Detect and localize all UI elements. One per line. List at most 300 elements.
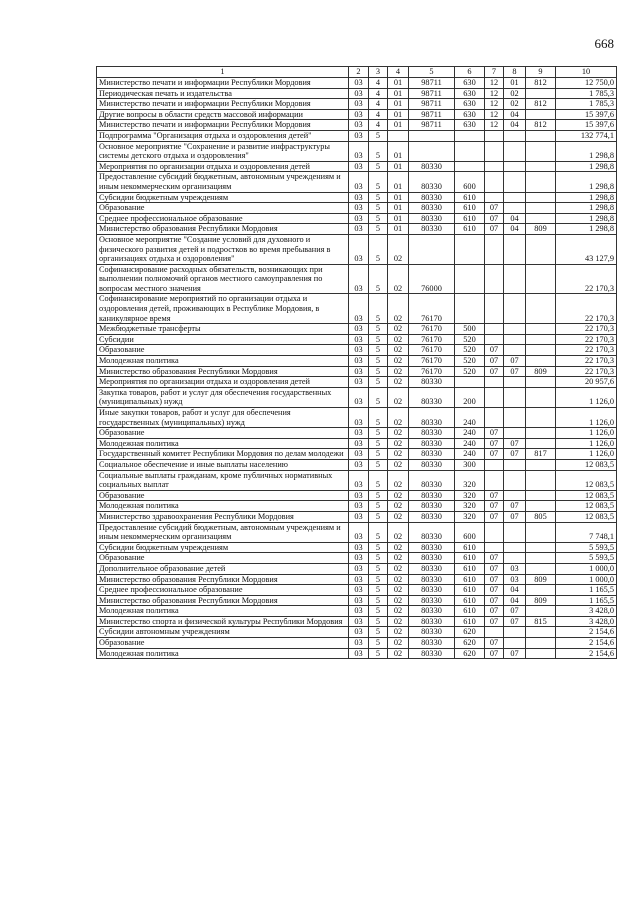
code-program-cell: 03 [349, 192, 369, 203]
table-row [97, 449, 617, 460]
code-event-cell: 01 [388, 78, 409, 89]
code-subsection-cell: 04 [504, 213, 526, 224]
code-subsection-cell [504, 377, 526, 388]
code-subprogram-cell: 5 [369, 490, 388, 501]
item-name-cell: Молодежная политика [97, 438, 349, 449]
column-header: 9 [526, 67, 556, 78]
code-subsection-cell [504, 234, 526, 264]
code-direction-cell: 80330 [409, 428, 455, 439]
item-name-cell: Социальные выплаты гражданам, кроме публичных нормативных социальных выплат [97, 470, 349, 490]
code-event-cell: 02 [388, 638, 409, 649]
code-section-cell: 07 [485, 638, 504, 649]
code-subprogram-cell: 5 [369, 356, 388, 367]
code-subprogram-cell: 4 [369, 88, 388, 99]
code-program-cell: 03 [349, 161, 369, 172]
code-subsection-cell [504, 172, 526, 192]
code-event-cell: 02 [388, 264, 409, 294]
code-subsection-cell: 04 [504, 595, 526, 606]
code-ministry-cell: 809 [526, 574, 556, 585]
item-name-cell: Субсидии [97, 334, 349, 345]
code-expense-type-cell: 320 [455, 501, 485, 512]
code-program-cell: 03 [349, 563, 369, 574]
item-name-cell: Субсидии бюджетным учреждениям [97, 542, 349, 553]
code-ministry-cell [526, 345, 556, 356]
table-row [97, 141, 617, 161]
code-ministry-cell [526, 109, 556, 120]
code-program-cell: 03 [349, 356, 369, 367]
amount-cell: 22 170,3 [556, 334, 617, 345]
amount-cell: 1 298,8 [556, 213, 617, 224]
code-subsection-cell: 04 [504, 585, 526, 596]
code-expense-type-cell: 620 [455, 648, 485, 659]
code-program-cell: 03 [349, 109, 369, 120]
code-program-cell: 03 [349, 172, 369, 192]
code-subprogram-cell: 5 [369, 234, 388, 264]
table-row [97, 638, 617, 649]
code-subprogram-cell: 5 [369, 438, 388, 449]
table-row [97, 213, 617, 224]
code-section-cell: 07 [485, 224, 504, 235]
code-subsection-cell: 04 [504, 109, 526, 120]
column-header: 1 [97, 67, 349, 78]
code-section-cell: 07 [485, 356, 504, 367]
code-ministry-cell [526, 638, 556, 649]
amount-cell: 1 298,8 [556, 192, 617, 203]
code-program-cell: 03 [349, 78, 369, 89]
code-program-cell: 03 [349, 585, 369, 596]
code-subprogram-cell: 5 [369, 387, 388, 407]
code-event-cell: 02 [388, 511, 409, 522]
table-row [97, 264, 617, 294]
code-subprogram-cell: 5 [369, 324, 388, 335]
code-event-cell: 02 [388, 542, 409, 553]
amount-cell: 1 126,0 [556, 387, 617, 407]
code-subprogram-cell: 5 [369, 172, 388, 192]
code-subsection-cell [504, 324, 526, 335]
code-event-cell: 01 [388, 161, 409, 172]
code-section-cell [485, 192, 504, 203]
code-program-cell: 03 [349, 428, 369, 439]
code-ministry-cell [526, 161, 556, 172]
code-direction-cell: 80330 [409, 192, 455, 203]
code-subsection-cell: 03 [504, 574, 526, 585]
code-program-cell: 03 [349, 438, 369, 449]
item-name-cell: Министерство образования Республики Мордовия [97, 574, 349, 585]
table-row [97, 470, 617, 490]
code-event-cell: 02 [388, 294, 409, 324]
amount-cell: 3 428,0 [556, 606, 617, 617]
code-program-cell: 03 [349, 595, 369, 606]
code-subprogram-cell: 5 [369, 606, 388, 617]
code-direction-cell [409, 141, 455, 161]
code-subprogram-cell: 5 [369, 224, 388, 235]
code-expense-type-cell [455, 161, 485, 172]
item-name-cell: Образование [97, 203, 349, 214]
code-subprogram-cell: 5 [369, 192, 388, 203]
amount-cell: 1 000,0 [556, 563, 617, 574]
code-ministry-cell [526, 324, 556, 335]
code-section-cell [485, 172, 504, 192]
code-direction-cell: 80330 [409, 161, 455, 172]
code-expense-type-cell [455, 264, 485, 294]
code-program-cell: 03 [349, 324, 369, 335]
amount-cell: 1 298,8 [556, 224, 617, 235]
code-subsection-cell: 07 [504, 648, 526, 659]
table-row [97, 224, 617, 235]
code-section-cell: 07 [485, 449, 504, 460]
code-section-cell: 12 [485, 109, 504, 120]
code-direction-cell: 80330 [409, 563, 455, 574]
amount-cell: 1 298,8 [556, 161, 617, 172]
item-name-cell: Образование [97, 428, 349, 439]
amount-cell: 2 154,6 [556, 627, 617, 638]
code-subsection-cell: 07 [504, 511, 526, 522]
code-subsection-cell [504, 141, 526, 161]
table-row [97, 377, 617, 388]
code-expense-type-cell: 320 [455, 490, 485, 501]
code-section-cell: 12 [485, 120, 504, 131]
code-subprogram-cell: 5 [369, 595, 388, 606]
amount-cell: 12 083,5 [556, 459, 617, 470]
amount-cell: 12 083,5 [556, 470, 617, 490]
table-row [97, 294, 617, 324]
code-event-cell: 02 [388, 585, 409, 596]
code-ministry-cell [526, 377, 556, 388]
code-ministry-cell [526, 490, 556, 501]
amount-cell: 22 170,3 [556, 264, 617, 294]
amount-cell: 2 154,6 [556, 638, 617, 649]
table-body [97, 78, 617, 659]
code-event-cell: 01 [388, 141, 409, 161]
table-row [97, 172, 617, 192]
code-ministry-cell: 805 [526, 511, 556, 522]
code-direction-cell [409, 130, 455, 141]
code-subsection-cell: 07 [504, 438, 526, 449]
code-ministry-cell [526, 501, 556, 512]
code-subsection-cell [504, 553, 526, 564]
item-name-cell: Министерство печати и информации Республики Мордовия [97, 99, 349, 110]
table-row [97, 595, 617, 606]
code-subprogram-cell: 5 [369, 449, 388, 460]
code-event-cell: 02 [388, 595, 409, 606]
amount-cell: 22 170,3 [556, 356, 617, 367]
code-event-cell: 02 [388, 522, 409, 542]
code-ministry-cell [526, 627, 556, 638]
code-direction-cell: 76170 [409, 366, 455, 377]
code-event-cell: 01 [388, 192, 409, 203]
code-section-cell: 07 [485, 606, 504, 617]
code-expense-type-cell: 630 [455, 120, 485, 131]
code-event-cell: 01 [388, 203, 409, 214]
code-subprogram-cell: 5 [369, 459, 388, 470]
table-row [97, 324, 617, 335]
code-event-cell: 01 [388, 224, 409, 235]
code-direction-cell: 80330 [409, 648, 455, 659]
table-row [97, 522, 617, 542]
item-name-cell: Молодежная политика [97, 606, 349, 617]
code-subprogram-cell: 5 [369, 264, 388, 294]
code-subprogram-cell: 4 [369, 78, 388, 89]
code-ministry-cell: 809 [526, 366, 556, 377]
code-expense-type-cell: 630 [455, 109, 485, 120]
code-expense-type-cell: 610 [455, 606, 485, 617]
code-program-cell: 03 [349, 203, 369, 214]
amount-cell: 1 165,5 [556, 585, 617, 596]
code-event-cell: 02 [388, 606, 409, 617]
amount-cell: 7 748,1 [556, 522, 617, 542]
code-direction-cell: 80330 [409, 501, 455, 512]
table-row [97, 459, 617, 470]
code-direction-cell: 98711 [409, 120, 455, 131]
code-ministry-cell [526, 203, 556, 214]
code-ministry-cell [526, 459, 556, 470]
amount-cell: 22 170,3 [556, 345, 617, 356]
code-direction-cell: 80330 [409, 408, 455, 428]
code-direction-cell: 80330 [409, 606, 455, 617]
code-section-cell: 07 [485, 501, 504, 512]
code-subprogram-cell: 5 [369, 648, 388, 659]
column-header: 6 [455, 67, 485, 78]
code-expense-type-cell: 240 [455, 408, 485, 428]
code-direction-cell: 76170 [409, 345, 455, 356]
code-ministry-cell [526, 438, 556, 449]
code-subprogram-cell: 5 [369, 294, 388, 324]
table-row [97, 387, 617, 407]
code-subprogram-cell: 5 [369, 638, 388, 649]
code-program-cell: 03 [349, 606, 369, 617]
code-expense-type-cell: 630 [455, 78, 485, 89]
amount-cell: 2 154,6 [556, 648, 617, 659]
code-direction-cell: 80330 [409, 459, 455, 470]
code-subprogram-cell: 5 [369, 574, 388, 585]
code-direction-cell: 80330 [409, 490, 455, 501]
amount-cell: 1 298,8 [556, 203, 617, 214]
amount-cell: 1 126,0 [556, 428, 617, 439]
table-row [97, 366, 617, 377]
code-subsection-cell: 02 [504, 88, 526, 99]
table-row [97, 130, 617, 141]
amount-cell: 15 397,6 [556, 109, 617, 120]
item-name-cell: Дополнительное образование детей [97, 563, 349, 574]
code-expense-type-cell: 520 [455, 356, 485, 367]
code-program-cell: 03 [349, 234, 369, 264]
code-ministry-cell: 809 [526, 224, 556, 235]
code-ministry-cell: 817 [526, 449, 556, 460]
code-subsection-cell [504, 203, 526, 214]
table-row [97, 334, 617, 345]
code-direction-cell: 80330 [409, 224, 455, 235]
column-header: 10 [556, 67, 617, 78]
code-subsection-cell [504, 428, 526, 439]
code-expense-type-cell: 610 [455, 542, 485, 553]
table-row [97, 627, 617, 638]
code-subsection-cell [504, 192, 526, 203]
code-program-cell: 03 [349, 377, 369, 388]
code-ministry-cell [526, 192, 556, 203]
item-name-cell: Предоставление субсидий бюджетным, автономным учреждениям и иным некоммерческим организациям [97, 522, 349, 542]
code-section-cell: 07 [485, 585, 504, 596]
table-row [97, 542, 617, 553]
code-section-cell: 07 [485, 553, 504, 564]
item-name-cell: Межбюджетные трансферты [97, 324, 349, 335]
code-section-cell [485, 334, 504, 345]
table-row [97, 428, 617, 439]
amount-cell: 12 083,5 [556, 501, 617, 512]
table-row [97, 78, 617, 89]
code-subprogram-cell: 5 [369, 334, 388, 345]
code-ministry-cell [526, 522, 556, 542]
amount-cell: 1 165,5 [556, 595, 617, 606]
code-ministry-cell [526, 294, 556, 324]
code-section-cell [485, 522, 504, 542]
code-subprogram-cell: 5 [369, 377, 388, 388]
amount-cell: 22 170,3 [556, 366, 617, 377]
code-ministry-cell [526, 585, 556, 596]
table-row [97, 109, 617, 120]
item-name-cell: Молодежная политика [97, 501, 349, 512]
code-direction-cell: 80330 [409, 377, 455, 388]
code-subsection-cell: 04 [504, 224, 526, 235]
code-program-cell: 03 [349, 224, 369, 235]
code-subsection-cell [504, 638, 526, 649]
code-subprogram-cell: 5 [369, 522, 388, 542]
code-program-cell: 03 [349, 522, 369, 542]
code-program-cell: 03 [349, 264, 369, 294]
item-name-cell: Министерство печати и информации Республики Мордовия [97, 78, 349, 89]
code-subprogram-cell: 4 [369, 109, 388, 120]
code-event-cell: 02 [388, 356, 409, 367]
amount-cell: 1 126,0 [556, 438, 617, 449]
code-subprogram-cell: 5 [369, 616, 388, 627]
code-expense-type-cell [455, 130, 485, 141]
code-program-cell: 03 [349, 141, 369, 161]
code-direction-cell: 80330 [409, 387, 455, 407]
table-row [97, 161, 617, 172]
code-event-cell: 02 [388, 490, 409, 501]
code-section-cell: 07 [485, 428, 504, 439]
code-event-cell: 02 [388, 408, 409, 428]
code-subprogram-cell: 5 [369, 130, 388, 141]
code-subsection-cell [504, 490, 526, 501]
code-subprogram-cell: 5 [369, 542, 388, 553]
code-event-cell: 02 [388, 449, 409, 460]
code-direction-cell: 80330 [409, 616, 455, 627]
code-direction-cell: 80330 [409, 585, 455, 596]
code-ministry-cell: 812 [526, 99, 556, 110]
code-section-cell [485, 234, 504, 264]
code-subsection-cell [504, 459, 526, 470]
item-name-cell: Подпрограмма "Организация отдыха и оздоровления детей" [97, 130, 349, 141]
table-row [97, 563, 617, 574]
code-program-cell: 03 [349, 366, 369, 377]
code-event-cell: 02 [388, 501, 409, 512]
table-row [97, 356, 617, 367]
column-header: 3 [369, 67, 388, 78]
code-subsection-cell [504, 294, 526, 324]
code-expense-type-cell: 610 [455, 574, 485, 585]
amount-cell: 15 397,6 [556, 120, 617, 131]
code-expense-type-cell: 320 [455, 511, 485, 522]
code-subprogram-cell: 5 [369, 161, 388, 172]
code-direction-cell: 80330 [409, 213, 455, 224]
code-subsection-cell [504, 334, 526, 345]
code-subsection-cell [504, 627, 526, 638]
item-name-cell: Периодическая печать и издательства [97, 88, 349, 99]
column-header: 5 [409, 67, 455, 78]
code-expense-type-cell [455, 377, 485, 388]
amount-cell: 12 083,5 [556, 490, 617, 501]
code-ministry-cell [526, 387, 556, 407]
code-event-cell: 01 [388, 99, 409, 110]
code-section-cell: 07 [485, 366, 504, 377]
code-expense-type-cell: 610 [455, 563, 485, 574]
item-name-cell: Мероприятия по организации отдыха и оздоровления детей [97, 161, 349, 172]
code-event-cell: 02 [388, 366, 409, 377]
table-row [97, 511, 617, 522]
code-section-cell [485, 161, 504, 172]
code-ministry-cell [526, 172, 556, 192]
code-section-cell: 07 [485, 203, 504, 214]
code-ministry-cell [526, 213, 556, 224]
item-name-cell: Основное мероприятие "Сохранение и развитие инфраструктуры системы детского отдыха и оздоровления" [97, 141, 349, 161]
code-ministry-cell [526, 130, 556, 141]
item-name-cell: Предоставление субсидий бюджетным, автономным учреждениям и иным некоммерческим организациям [97, 172, 349, 192]
code-program-cell: 03 [349, 627, 369, 638]
item-name-cell: Софинансирование расходных обязательств, возникающих при выполнении полномочий органов местного самоуправления по вопросам местного значения [97, 264, 349, 294]
code-expense-type-cell [455, 234, 485, 264]
item-name-cell: Молодежная политика [97, 356, 349, 367]
code-program-cell: 03 [349, 648, 369, 659]
code-section-cell: 07 [485, 438, 504, 449]
code-subsection-cell: 07 [504, 449, 526, 460]
code-direction-cell: 80330 [409, 638, 455, 649]
code-direction-cell: 80330 [409, 553, 455, 564]
code-event-cell: 02 [388, 627, 409, 638]
code-subsection-cell [504, 522, 526, 542]
table-row [97, 585, 617, 596]
code-program-cell: 03 [349, 574, 369, 585]
code-ministry-cell [526, 334, 556, 345]
code-expense-type-cell: 610 [455, 585, 485, 596]
code-subsection-cell: 07 [504, 501, 526, 512]
code-subprogram-cell: 5 [369, 627, 388, 638]
code-expense-type-cell: 610 [455, 203, 485, 214]
amount-cell: 22 170,3 [556, 294, 617, 324]
code-ministry-cell [526, 408, 556, 428]
table-row [97, 120, 617, 131]
code-direction-cell: 98711 [409, 78, 455, 89]
code-section-cell [485, 470, 504, 490]
code-event-cell: 02 [388, 470, 409, 490]
code-event-cell: 01 [388, 109, 409, 120]
item-name-cell: Среднее профессиональное образование [97, 213, 349, 224]
code-section-cell: 12 [485, 78, 504, 89]
code-section-cell: 07 [485, 563, 504, 574]
code-expense-type-cell: 500 [455, 324, 485, 335]
code-event-cell: 02 [388, 428, 409, 439]
code-subprogram-cell: 4 [369, 120, 388, 131]
code-ministry-cell [526, 264, 556, 294]
code-section-cell: 07 [485, 490, 504, 501]
code-section-cell: 07 [485, 595, 504, 606]
code-ministry-cell [526, 606, 556, 617]
code-ministry-cell [526, 88, 556, 99]
page-number: 668 [594, 36, 614, 51]
table-row [97, 438, 617, 449]
code-section-cell [485, 324, 504, 335]
item-name-cell: Министерство здравоохранения Республики Мордовия [97, 511, 349, 522]
table-row [97, 88, 617, 99]
